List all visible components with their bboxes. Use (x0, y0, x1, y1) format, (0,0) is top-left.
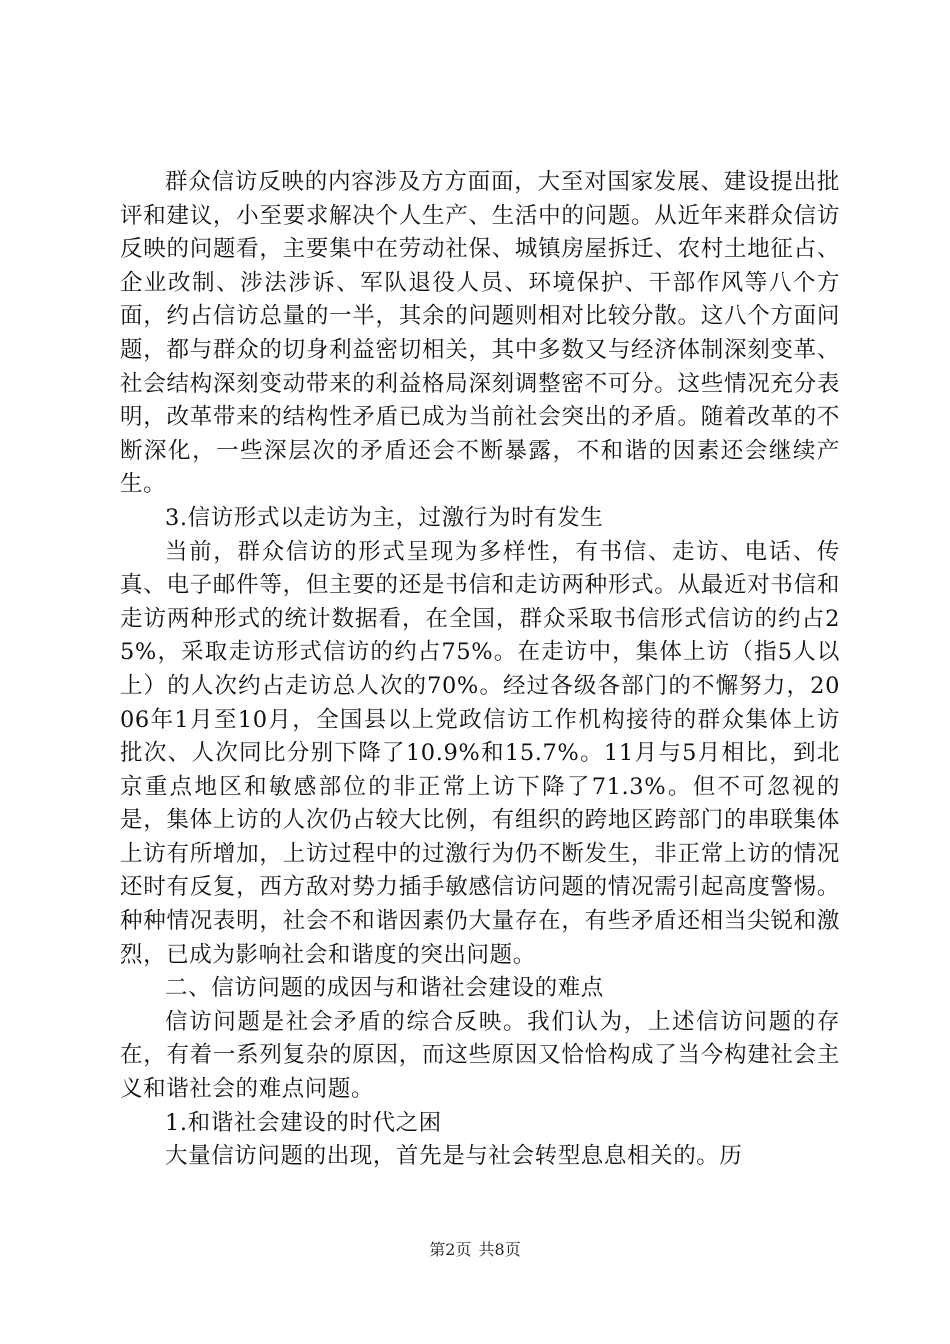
paragraph-visit-statistics: 当前，群众信访的形式呈现为多样性，有书信、走访、电话、传真、电子邮件等，但主要的还是书信和走访两种形式。从最近对书信和走访两种形式的统计数据看，在全国，群众采取书信形式信访的约占25%，采取走访形式信访的约占75%。在走访中，集体上访（指5人以上）的人次约占走访总人次的70%。经过各级各部门的不懈努力，2006年1月至10月，全国县以上党政信访工作机构接待的群众集体上访批次、人次同比分别下降了10.9%和15.7%。11月与5月相比，到北京重点地区和敏感部位的非正常上访下降了71.3%。但不可忽视的是，集体上访的人次仍占较大比例，有组织的跨地区跨部门的串联集体上访有所增加，上访过程中的过激行为仍不断发生，非正常上访的情况还时有反复，西方敌对势力插手敏感信访问题的情况需引起高度警惕。种种情况表明，社会不和谐因素仍大量存在，有些矛盾还相当尖锐和激烈，已成为影响社会和谐度的突出问题。 (120, 538, 840, 968)
subheading-era-difficulty: 1.和谐社会建设的时代之困 (165, 1109, 442, 1136)
document-body (120, 166, 840, 1174)
page-footer (0, 1240, 950, 1260)
paragraph-issue-content: 群众信访反映的内容涉及方方面面，大至对国家发展、建设提出批评和建议，小至要求解决个人生产、生活中的问题。从近年来群众信访反映的问题看，主要集中在劳动社保、城镇房屋拆迁、农村土地征占、企业改制、涉法涉诉、军队退役人员、环境保护、干部作风等八个方面，约占信访总量的一半，其余的问题则相对比较分散。这八个方面问题，都与群众的切身利益密切相关，其中多数又与经济体制深刻变革、社会结构深刻变动带来的利益格局深刻调整密不可分。这些情况充分表明，改革带来的结构性矛盾已成为当前社会突出的矛盾。随着改革的不断深化，一些深层次的矛盾还会不断暴露，不和谐的因素还会继续产生。 (120, 169, 840, 498)
page-number: 第2页 (429, 1240, 472, 1259)
paragraph-causes-intro: 信访问题是社会矛盾的综合反映。我们认为，上述信访问题的存在，有着一系列复杂的原因，而这些原因又恰恰构成了当今构建社会主义和谐社会的难点问题。 (120, 1008, 840, 1103)
section-heading-causes: 二、信访问题的成因与和谐社会建设的难点 (165, 975, 604, 1002)
subheading-visit-form: 3.信访形式以走访为主，过激行为时有发生 (165, 504, 604, 531)
total-pages: 共8页 (478, 1240, 521, 1259)
paragraph-social-transition: 大量信访问题的出现，首先是与社会转型息息相关的。历 (165, 1143, 743, 1170)
